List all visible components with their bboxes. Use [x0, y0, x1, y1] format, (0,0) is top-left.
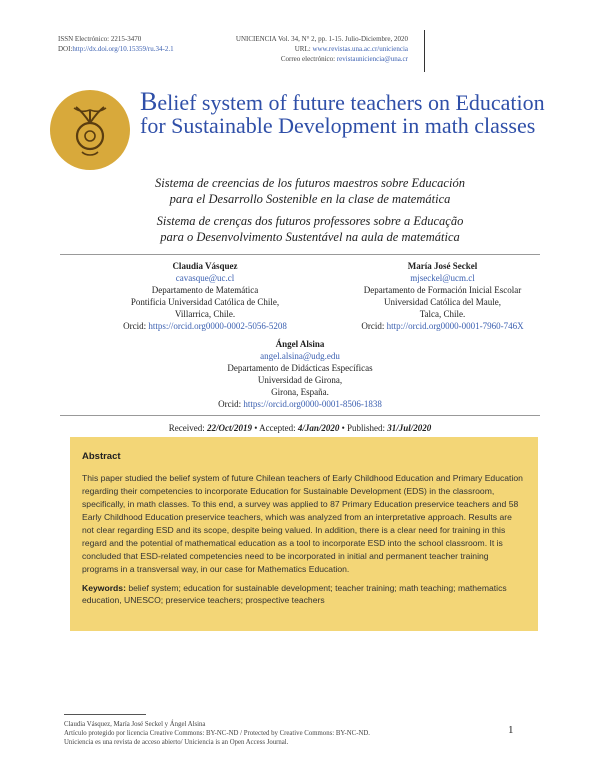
orcid-label: Orcid: — [123, 321, 147, 331]
journal-logo — [50, 90, 130, 170]
author-city: Talca, Chile. — [419, 309, 466, 319]
author-name: Claudia Vásquez — [172, 261, 238, 271]
subtitle-spanish: Sistema de creencias de los futuros maestros sobre Educación para el Desarrollo Sostenible en la clase de matemática — [155, 176, 465, 206]
author-orcid — [200, 398, 400, 410]
author-inst: Pontificia Universidad Católica de Chile, — [130, 297, 280, 307]
orcid-link[interactable]: https://orcid.org0000-0001-8506-1838 — [243, 399, 382, 409]
abstract-box — [70, 437, 538, 631]
url-line — [220, 44, 408, 54]
doi-label: DOI: — [58, 45, 73, 53]
page-number: 1 — [508, 724, 514, 736]
seal-icon — [50, 90, 130, 170]
footer — [64, 720, 370, 747]
issn: ISSN Electrónico: 2215-3470 — [58, 35, 142, 43]
orcid-link[interactable]: http://orcid.org0000-0001-7960-746X — [386, 321, 524, 331]
received-label: Received: — [168, 423, 205, 433]
author-email[interactable]: mjseckel@ucm.cl — [410, 273, 475, 283]
keywords-label: Keywords: — [82, 583, 126, 593]
orcid-label: Orcid: — [218, 399, 242, 409]
footer-authors: Claudia Vásquez, María José Seckel y Ángel Alsina — [64, 721, 206, 728]
divider-bottom — [60, 415, 540, 416]
journal-info: UNICIENCIA Vol. 34, N° 2, pp. 1-15. Julio-Diciembre, 2020 — [235, 35, 408, 43]
footer-license: Artículo protegido por licencia Creative Commons: BY-NC-ND / Protected by Creative Commons: BY-NC-ND. — [64, 730, 370, 737]
header-divider — [424, 30, 425, 72]
author-city: Villarrica, Chile. — [174, 309, 236, 319]
header-right — [220, 34, 408, 64]
footer-open-access: Uniciencia es una revista de acceso abierto/ Uniciencia is an Open Access Journal. — [64, 739, 289, 746]
header-left — [58, 34, 174, 54]
author-dept: Departamento de Matemática — [151, 285, 259, 295]
subtitle-portuguese: Sistema de crenças dos futuros professores sobre a Educação para o Desenvolvimento Sustentável na aula de matemática — [156, 214, 464, 244]
abstract-heading: Abstract — [82, 451, 121, 462]
author-dept: Departamento de Formación Inicial Escolar — [363, 285, 522, 295]
author-orcid — [90, 320, 320, 332]
author-city: Girona, España. — [271, 387, 329, 397]
author-block — [90, 260, 320, 332]
keywords-text: belief system; education for sustainable development; teacher training; math teaching; mathematics education, UNESCO; preservice teachers; prospective teachers — [82, 583, 507, 605]
orcid-link[interactable]: https://orcid.org0000-0002-5056-5208 — [148, 321, 287, 331]
author-dept: Departamento de Didácticas Específicas — [227, 363, 373, 373]
author-email[interactable]: cavasque@uc.cl — [175, 273, 235, 283]
publication-dates — [60, 423, 540, 433]
doi-link[interactable]: http://dx.doi.org/10.15359/ru.34-2.1 — [72, 45, 174, 53]
doi-line — [58, 44, 174, 54]
email-line — [220, 54, 408, 64]
orcid-label: Orcid: — [361, 321, 385, 331]
author-email[interactable]: angel.alsina@udg.edu — [260, 351, 340, 361]
email-label: Correo electrónico: — [280, 55, 336, 63]
keywords — [82, 582, 526, 606]
url-label: URL: — [294, 45, 311, 53]
article-title — [140, 87, 560, 138]
author-block — [340, 260, 545, 332]
title-rest: elief system of future teachers on Education for Sustainable Development in math classes — [140, 90, 545, 138]
divider-top — [60, 254, 540, 255]
email-link[interactable]: revistauniciencia@una.cr — [336, 55, 408, 63]
author-block — [200, 338, 400, 410]
author-name: Ángel Alsina — [275, 339, 325, 349]
title-initial: B — [140, 87, 158, 116]
footer-rule — [64, 714, 146, 715]
author-inst: Universidad Católica del Maule, — [384, 297, 501, 307]
author-name: María José Seckel — [407, 261, 478, 271]
published-date: 31/Jul/2020 — [387, 423, 432, 433]
author-orcid — [340, 320, 545, 332]
abstract-text: This paper studied the belief system of future Chilean teachers of Early Childhood Education and Primary Education regarding their competencies to incorporate Education for Sustainable Development (EDS) in the classroom, specifically, in math classes. To this end, a survey was applied to 87 Primary Education preservice teachers and 58 Early Childhood Education preservice teachers, which was analyzed from an interpretative approach. Results are not clear regarding ESD and its scope, despite being valued. In addition, there is a clear need for training in this regard and the potential of mathematical education as a tool to incorporate ESD into the school classroom. It is concluded that ESD-related competencies need to be incorporated in initial and permanent teacher training programs in a transversal way, in our case for Mathematics Education. — [82, 473, 523, 574]
accepted-date: 4/Jan/2020 — [297, 423, 340, 433]
published-label: • Published: — [341, 423, 386, 433]
url-link[interactable]: www.revistas.una.ac.cr/uniciencia — [312, 45, 408, 53]
accepted-label: • Accepted: — [254, 423, 296, 433]
author-inst: Universidad de Girona, — [257, 375, 343, 385]
received-date: 22/Oct/2019 — [206, 423, 252, 433]
